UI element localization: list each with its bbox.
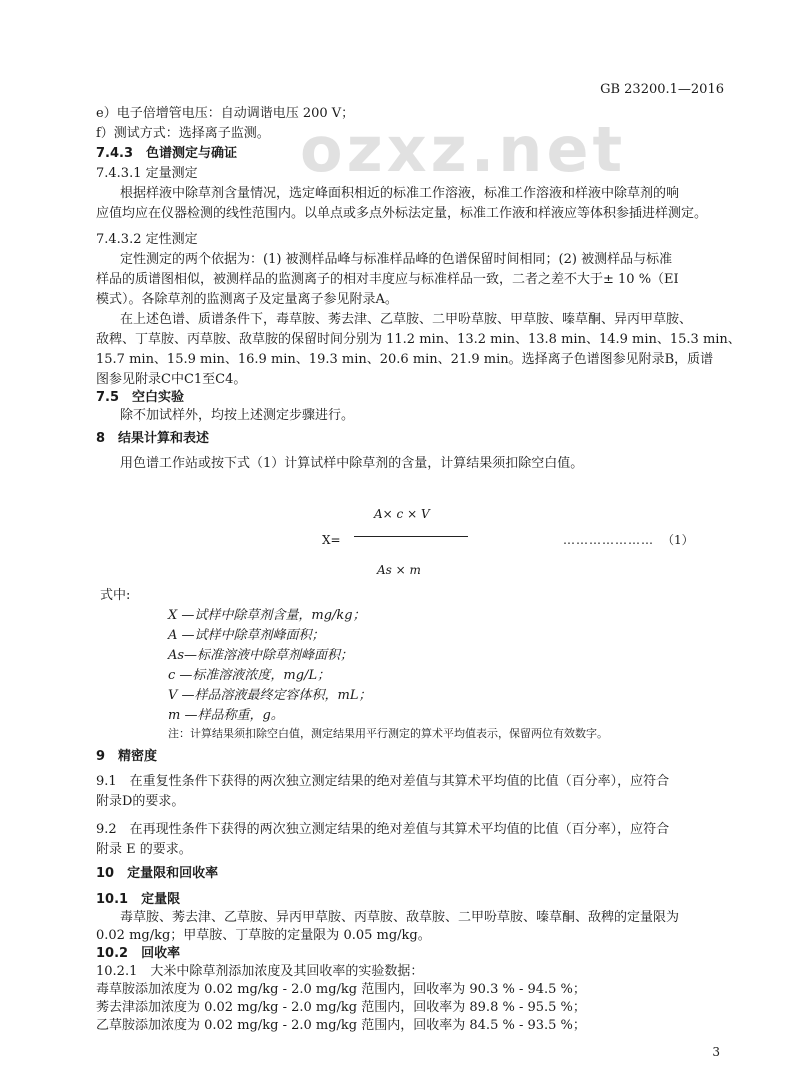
- where-item: As—标准溶液中除草剂峰面积；: [168, 648, 354, 663]
- subsection-heading-10-2-1: 10.2.1 大米中除草剂添加浓度及其回收率的实验数据：: [96, 964, 424, 979]
- where-item: X —试样中除草剂含量，mg/kg；: [168, 608, 366, 623]
- paragraph-line: 毒草胺、莠去津、乙草胺、异丙甲草胺、丙草胺、敌草胺、二甲吩草胺、嗪草酮、敌稗的定量限为: [120, 910, 680, 925]
- standard-code: GB 23200.1—2016: [600, 82, 724, 97]
- paragraph-line: 9.1 在重复性条件下获得的两次独立测定结果的绝对差值与其算术平均值的比值（百分率），应符合: [96, 774, 670, 789]
- paragraph-line: 除不加试样外，均按上述测定步骤进行。: [120, 408, 355, 423]
- formula-lhs: X=: [322, 533, 341, 547]
- where-item: m —样品称重，g。: [168, 708, 284, 723]
- subsection-heading-7-4-3-2: 7.4.3.2 定性测定: [96, 232, 198, 247]
- fraction-bar: [354, 536, 468, 537]
- list-item: 乙草胺添加浓度为 0.02 mg/kg - 2.0 mg/kg 范围内，回收率为 84.5 % - 93.5 %；: [96, 1018, 586, 1033]
- paragraph-line: 9.2 在再现性条件下获得的两次独立测定结果的绝对差值与其算术平均值的比值（百分率），应符合: [96, 822, 670, 837]
- formula-leader-dots: …………………: [563, 533, 654, 547]
- where-item: A —试样中除草剂峰面积；: [168, 628, 325, 643]
- paragraph-line: 用色谱工作站或按下式（1）计算试样中除草剂的含量，计算结果须扣除空白值。: [120, 456, 584, 471]
- section-heading-10-1: 10.1 定量限: [96, 892, 181, 907]
- section-heading-10-2: 10.2 回收率: [96, 946, 181, 961]
- list-item: 毒草胺添加浓度为 0.02 mg/kg - 2.0 mg/kg 范围内，回收率为 90.3 % - 94.5 %；: [96, 982, 586, 997]
- section-heading-7-5: 7.5 空白实验: [96, 390, 185, 405]
- paragraph-line: 附录 E 的要求。: [96, 842, 192, 857]
- watermark: ozxz.net: [300, 113, 627, 186]
- paragraph-line: 15.7 min、15.9 min、16.9 min、19.3 min、20.6 min、21.9 min。选择离子色谱图参见附录B，质谱: [96, 352, 714, 367]
- section-heading-10: 10 定量限和回收率: [96, 866, 219, 881]
- formula-denominator: As × m: [377, 563, 421, 577]
- section-heading-9: 9 精密度: [96, 749, 158, 764]
- where-item: c —标准溶液浓度，mg/L；: [168, 668, 331, 683]
- paragraph-line: 图参见附录C中C1至C4。: [96, 372, 247, 387]
- note: 注：计算结果须扣除空白值，测定结果用平行测定的算术平均值表示，保留两位有效数字。: [168, 727, 608, 740]
- where-item: V —样品溶液最终定容体积，mL；: [168, 688, 372, 703]
- section-heading-8: 8 结果计算和表述: [96, 431, 210, 446]
- formula-numerator: A× c × V: [374, 507, 430, 521]
- equation-number: （1）: [662, 533, 694, 547]
- text-line: f）测试方式：选择离子监测。: [96, 126, 270, 141]
- section-heading-7-4-3: 7.4.3 色谱测定与确证: [96, 146, 238, 161]
- paragraph-line: 样品的质谱图相似，被测样品的监测离子的相对丰度应与标准样品一致，二者之差不大于± 10 %（EI: [96, 272, 679, 287]
- paragraph-line: 在上述色谱、质谱条件下，毒草胺、莠去津、乙草胺、二甲吩草胺、甲草胺、嗪草酮、异丙甲草胺、: [120, 312, 693, 327]
- paragraph-line: 定性测定的两个依据为：(1) 被测样品峰与标准样品峰的色谱保留时间相同；(2) 被测样品与标准: [120, 252, 673, 267]
- subsection-heading-7-4-3-1: 7.4.3.1 定量测定: [96, 166, 198, 181]
- paragraph-line: 敌稗、丁草胺、丙草胺、敌草胺的保留时间分别为 11.2 min、13.2 min、13.8 min、14.9 min、15.3 min、: [96, 332, 741, 347]
- where-label: 式中:: [100, 588, 131, 603]
- paragraph-line: 根据样液中除草剂含量情况，选定峰面积相近的标准工作溶液，标准工作溶液和样液中除草剂的响: [120, 186, 680, 201]
- list-item: 莠去津添加浓度为 0.02 mg/kg - 2.0 mg/kg 范围内，回收率为 89.8 % - 95.5 %；: [96, 1000, 586, 1015]
- paragraph-line: 0.02 mg/kg；甲草胺、丁草胺的定量限为 0.05 mg/kg。: [96, 928, 431, 943]
- paragraph-line: 应值均应在仪器检测的线性范围内。以单点或多点外标法定量，标准工作液和样液应等体积参插进样测定。: [96, 206, 708, 221]
- page-number: 3: [712, 1045, 720, 1059]
- text-line: e）电子倍增管电压：自动调谐电压 200 V；: [96, 106, 355, 121]
- paragraph-line: 模式）。各除草剂的监测离子及定量离子参见附录A。: [96, 292, 398, 307]
- paragraph-line: 附录D的要求。: [96, 794, 185, 809]
